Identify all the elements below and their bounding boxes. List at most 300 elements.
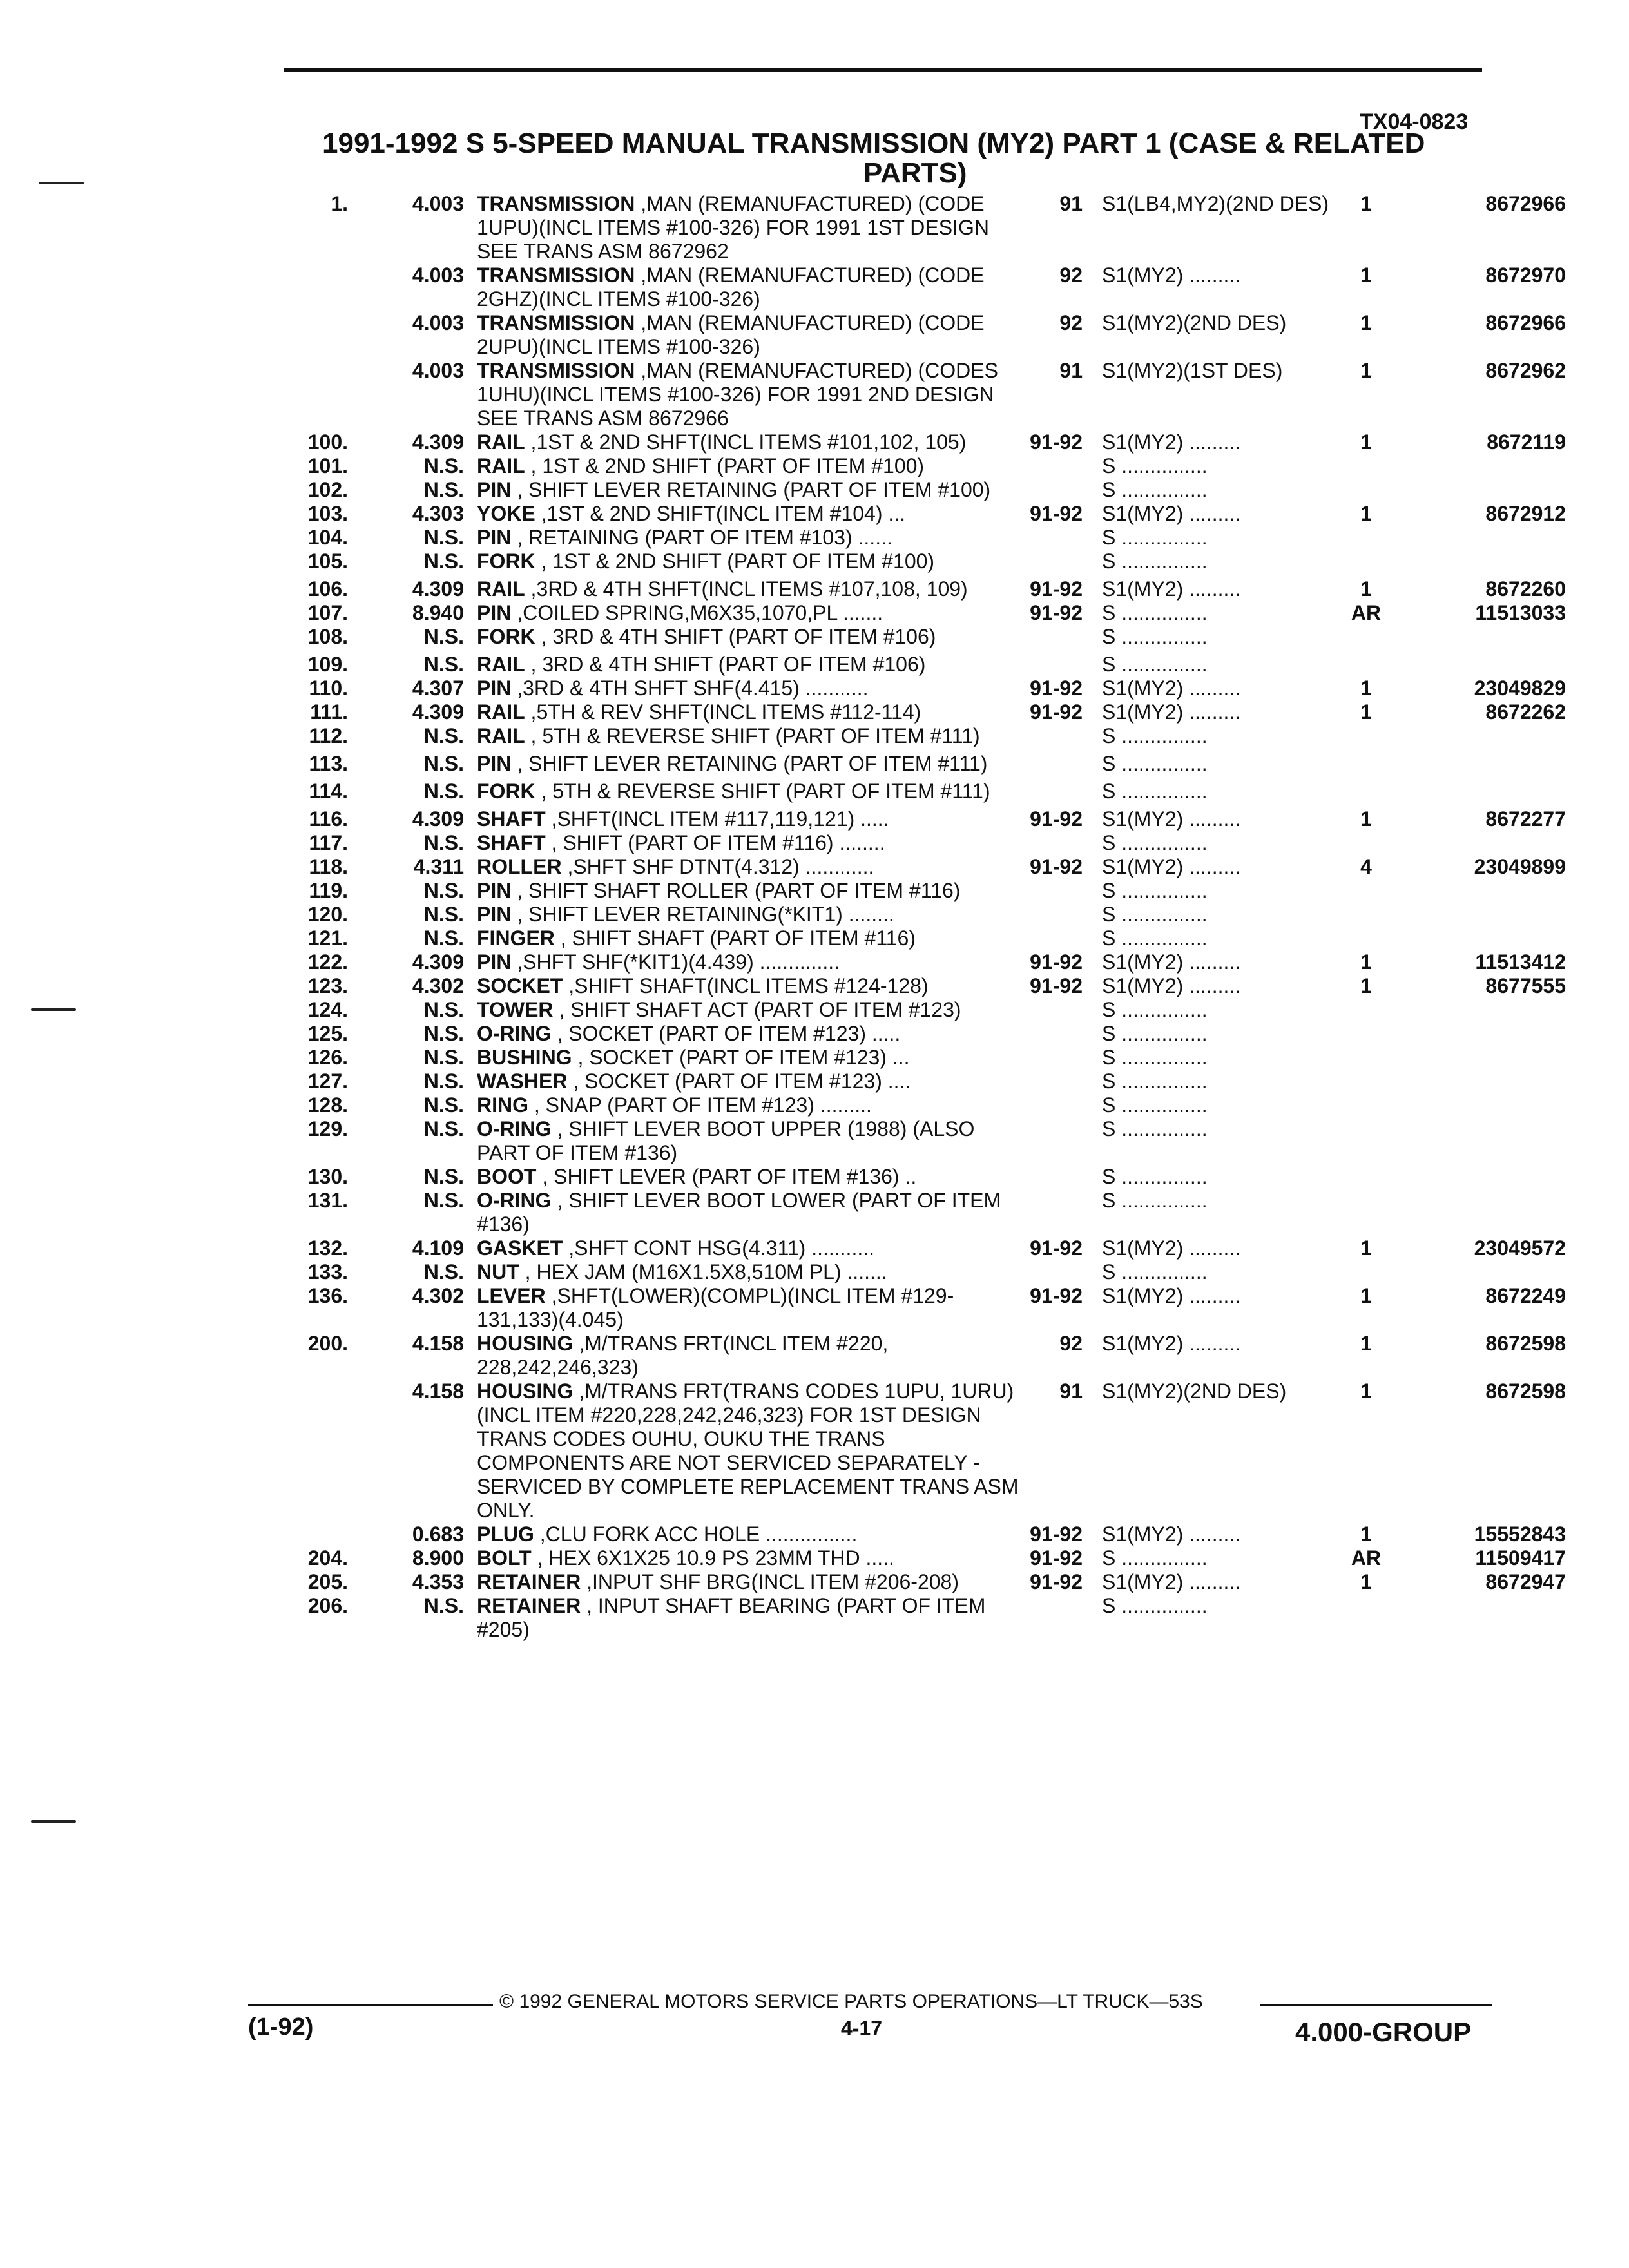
table-row bbox=[0, 478, 1629, 502]
part-name: RAIL bbox=[477, 454, 525, 477]
item-number: 136. bbox=[307, 1284, 348, 1307]
model-code: S ............... bbox=[1102, 1260, 1208, 1283]
model-code: S ............... bbox=[1102, 780, 1208, 803]
item-number: 103. bbox=[307, 502, 348, 525]
model-code: S ............... bbox=[1102, 1022, 1208, 1045]
table-row bbox=[0, 1189, 1629, 1236]
table-row bbox=[0, 430, 1629, 454]
quantity: 1 bbox=[1360, 677, 1372, 700]
part-number: 23049572 bbox=[1474, 1236, 1566, 1260]
model-code: S1(MY2) ......... bbox=[1102, 1570, 1241, 1593]
model-code: S1(MY2) ......... bbox=[1102, 700, 1241, 724]
part-name: SOCKET bbox=[477, 974, 563, 997]
group-number: 4.309 bbox=[412, 807, 464, 831]
part-detail: , SHIFT (PART OF ITEM #116) ........ bbox=[545, 831, 885, 854]
part-name: O-RING bbox=[477, 1117, 552, 1140]
model-code: S1(MY2) ......... bbox=[1102, 577, 1241, 601]
model-code: S1(MY2) ......... bbox=[1102, 502, 1241, 525]
quantity: 1 bbox=[1360, 502, 1372, 525]
part-detail: ,MAN (REMANUFACTURED) (CODE 1UPU)(INCL ITEMS #100-326) FOR 1991 1ST DESIGN SEE TRANS ASM 8672962 bbox=[477, 192, 989, 263]
model-year: 91-92 bbox=[1030, 577, 1083, 601]
part-name: PIN bbox=[477, 601, 512, 624]
part-number: 15552843 bbox=[1474, 1523, 1566, 1546]
part-detail: ,5TH & REV SHFT(INCL ITEMS #112-114) bbox=[525, 700, 921, 724]
model-code: S ............... bbox=[1102, 550, 1208, 573]
part-detail: ,M/TRANS FRT(TRANS CODES 1UPU, 1URU)(INCL ITEM #220,228,242,246,323) FOR 1ST DESIGN TRANS CODES OUHU, OUKU THE TRANS COMPONENTS ARE NOT SERVICED SEPARATELY - SERVICED BY COMPLETE REPLACEMENT TRANS ASM ONLY. bbox=[477, 1379, 1019, 1522]
part-description bbox=[477, 601, 1025, 625]
part-detail: ,SHFT SHF(*KIT1)(4.439) .............. bbox=[511, 950, 840, 974]
model-code: S1(MY2)(2ND DES) bbox=[1102, 311, 1287, 334]
model-code: S ............... bbox=[1102, 724, 1208, 747]
part-description bbox=[477, 950, 1025, 974]
item-number: 132. bbox=[307, 1236, 348, 1260]
item-number: 111. bbox=[310, 700, 348, 724]
model-code: S ............... bbox=[1102, 903, 1208, 926]
part-detail: , SHIFT SHAFT ROLLER (PART OF ITEM #116) bbox=[511, 879, 961, 902]
table-row bbox=[0, 700, 1629, 724]
part-detail: , SHIFT LEVER BOOT UPPER (1988) (ALSO PART OF ITEM #136) bbox=[477, 1117, 975, 1164]
model-code: S ............... bbox=[1102, 601, 1208, 624]
item-number: 131. bbox=[307, 1189, 348, 1212]
part-description bbox=[477, 700, 1025, 724]
table-row bbox=[0, 653, 1629, 677]
part-number: 11509417 bbox=[1475, 1546, 1566, 1570]
model-code: S1(MY2) ......... bbox=[1102, 855, 1241, 878]
model-code: S ............... bbox=[1102, 879, 1208, 902]
group-number: N.S. bbox=[423, 1117, 464, 1140]
model-code: S ............... bbox=[1102, 752, 1208, 775]
table-row bbox=[0, 577, 1629, 601]
part-description bbox=[477, 1093, 1025, 1117]
model-code: S ............... bbox=[1102, 1070, 1208, 1093]
part-name: TRANSMISSION bbox=[477, 311, 635, 334]
group-number: N.S. bbox=[423, 927, 464, 950]
model-code: S ............... bbox=[1102, 653, 1208, 676]
group-number: N.S. bbox=[423, 780, 464, 803]
model-code: S ............... bbox=[1102, 927, 1208, 950]
part-detail: ,3RD & 4TH SHFT SHF(4.415) ........... bbox=[511, 677, 869, 700]
model-code: S ............... bbox=[1102, 625, 1208, 648]
margin-mark bbox=[39, 182, 84, 184]
part-number: 8672912 bbox=[1485, 502, 1566, 525]
table-row bbox=[0, 1022, 1629, 1046]
part-name: FORK bbox=[477, 780, 535, 803]
part-description bbox=[477, 1523, 1025, 1546]
quantity: 1 bbox=[1360, 192, 1372, 215]
table-row bbox=[0, 1093, 1629, 1117]
table-row bbox=[0, 1594, 1629, 1642]
model-year: 91-92 bbox=[1030, 1570, 1083, 1593]
group-number: N.S. bbox=[423, 1260, 464, 1283]
item-number: 127. bbox=[307, 1070, 348, 1093]
quantity: 1 bbox=[1360, 1379, 1372, 1403]
quantity: 1 bbox=[1360, 1570, 1372, 1593]
table-row bbox=[0, 1546, 1629, 1570]
item-number: 100. bbox=[307, 430, 348, 454]
table-row bbox=[0, 311, 1629, 359]
table-row bbox=[0, 359, 1629, 430]
quantity: 1 bbox=[1360, 1523, 1372, 1546]
group-number: N.S. bbox=[423, 653, 464, 676]
table-row bbox=[0, 879, 1629, 903]
part-description bbox=[477, 264, 1025, 311]
group-number: N.S. bbox=[423, 1022, 464, 1045]
model-code: S1(MY2)(2ND DES) bbox=[1102, 1379, 1287, 1403]
part-name: RAIL bbox=[477, 577, 525, 601]
table-row bbox=[0, 974, 1629, 998]
table-row bbox=[0, 550, 1629, 573]
part-detail: , HEX JAM (M16X1.5X8,510M PL) ....... bbox=[519, 1260, 887, 1283]
part-name: RING bbox=[477, 1093, 528, 1117]
item-number: 101. bbox=[307, 454, 348, 477]
part-number: 8672947 bbox=[1485, 1570, 1566, 1593]
model-year: 91-92 bbox=[1030, 950, 1083, 974]
part-detail: , SOCKET (PART OF ITEM #123) ..... bbox=[551, 1022, 901, 1045]
part-number: 8672966 bbox=[1485, 311, 1566, 334]
part-number: 8672962 bbox=[1485, 359, 1566, 382]
part-description bbox=[477, 430, 1025, 454]
table-row bbox=[0, 1523, 1629, 1546]
group-number: N.S. bbox=[423, 1046, 464, 1069]
group-number: 4.353 bbox=[412, 1570, 464, 1593]
part-detail: , SHIFT LEVER RETAINING(*KIT1) ........ bbox=[511, 903, 894, 926]
part-name: TOWER bbox=[477, 998, 554, 1021]
group-number: N.S. bbox=[423, 478, 464, 501]
model-year: 91-92 bbox=[1030, 807, 1083, 831]
part-number: 11513412 bbox=[1475, 950, 1566, 974]
group-number: 4.302 bbox=[412, 974, 464, 997]
group-number: N.S. bbox=[423, 1093, 464, 1117]
part-name: BUSHING bbox=[477, 1046, 572, 1069]
item-number: 200. bbox=[307, 1332, 348, 1355]
quantity: AR bbox=[1351, 601, 1382, 624]
model-code: S ............... bbox=[1102, 1165, 1208, 1188]
table-row bbox=[0, 903, 1629, 927]
part-description bbox=[477, 502, 1025, 526]
part-detail: ,SHFT SHF DTNT(4.312) ............ bbox=[561, 855, 874, 878]
part-name: RETAINER bbox=[477, 1570, 581, 1593]
group-number: 4.307 bbox=[412, 677, 464, 700]
model-code: S1(MY2) ......... bbox=[1102, 1523, 1241, 1546]
group-number: 4.309 bbox=[412, 430, 464, 454]
group-number: 4.003 bbox=[412, 264, 464, 287]
item-number: 109. bbox=[307, 653, 348, 676]
group-number: 4.303 bbox=[412, 502, 464, 525]
table-row bbox=[0, 752, 1629, 776]
model-year: 91-92 bbox=[1030, 700, 1083, 724]
model-code: S1(MY2) ......... bbox=[1102, 1236, 1241, 1260]
document-code: TX04-0823 bbox=[1360, 110, 1469, 134]
quantity: 4 bbox=[1360, 855, 1372, 878]
table-row bbox=[0, 927, 1629, 950]
model-year: 91-92 bbox=[1030, 601, 1083, 624]
model-year: 91-92 bbox=[1030, 1284, 1083, 1307]
part-name: HOUSING bbox=[477, 1379, 574, 1403]
model-code: S ............... bbox=[1102, 1594, 1208, 1617]
model-code: S ............... bbox=[1102, 1117, 1208, 1140]
model-code: S1(LB4,MY2)(2ND DES) bbox=[1102, 192, 1329, 215]
model-code: S ............... bbox=[1102, 1046, 1208, 1069]
part-name: O-RING bbox=[477, 1022, 552, 1045]
part-name: BOOT bbox=[477, 1165, 537, 1188]
table-row bbox=[0, 1070, 1629, 1093]
part-name: YOKE bbox=[477, 502, 535, 525]
item-number: 110. bbox=[309, 677, 348, 700]
part-name: BOLT bbox=[477, 1546, 532, 1570]
part-name: O-RING bbox=[477, 1189, 552, 1212]
part-detail: , 1ST & 2ND SHIFT (PART OF ITEM #100) bbox=[525, 454, 925, 477]
item-number: 118. bbox=[309, 855, 348, 878]
part-name: TRANSMISSION bbox=[477, 192, 635, 215]
model-year: 91-92 bbox=[1030, 430, 1083, 454]
group-number: 4.311 bbox=[413, 855, 464, 878]
model-year: 91 bbox=[1059, 192, 1083, 215]
part-description bbox=[477, 454, 1025, 478]
group-number: 4.109 bbox=[412, 1236, 464, 1260]
part-detail: , SHIFT SHAFT (PART OF ITEM #116) bbox=[554, 927, 916, 950]
title-line-1: 1991-1992 S 5-SPEED MANUAL TRANSMISSION (MY2) PART 1 (CASE & RELATED bbox=[322, 128, 1425, 159]
group-number: 4.003 bbox=[412, 359, 464, 382]
quantity: 1 bbox=[1360, 264, 1372, 287]
item-number: 130. bbox=[307, 1165, 348, 1188]
part-number: 8672260 bbox=[1485, 577, 1566, 601]
model-code: S ............... bbox=[1102, 1546, 1208, 1570]
group-number: N.S. bbox=[423, 903, 464, 926]
part-name: WASHER bbox=[477, 1070, 568, 1093]
part-name: RETAINER bbox=[477, 1594, 581, 1617]
part-detail: ,M/TRANS FRT(INCL ITEM #220, 228,242,246,323) bbox=[477, 1332, 889, 1379]
item-number: 126. bbox=[307, 1046, 348, 1069]
part-description bbox=[477, 855, 1025, 879]
part-name: PIN bbox=[477, 950, 512, 974]
part-description bbox=[477, 677, 1025, 700]
group-number: 4.302 bbox=[412, 1284, 464, 1307]
part-name: NUT bbox=[477, 1260, 519, 1283]
part-description bbox=[477, 1022, 1025, 1046]
model-code: S1(MY2) ......... bbox=[1102, 974, 1241, 997]
model-year: 91 bbox=[1059, 359, 1083, 382]
part-name: PLUG bbox=[477, 1523, 534, 1546]
part-name: SHAFT bbox=[477, 831, 546, 854]
quantity: AR bbox=[1351, 1546, 1382, 1570]
part-number: 23049829 bbox=[1474, 677, 1566, 700]
model-code: S ............... bbox=[1102, 454, 1208, 477]
part-detail: ,MAN (REMANUFACTURED) (CODES 1UHU)(INCL ITEMS #100-326) FOR 1991 2ND DESIGN SEE TRANS ASM 8672966 bbox=[477, 359, 998, 430]
part-detail: , SHIFT LEVER RETAINING (PART OF ITEM #111) bbox=[511, 752, 988, 775]
model-year: 91-92 bbox=[1030, 1546, 1083, 1570]
part-description bbox=[477, 1117, 1025, 1165]
part-name: FINGER bbox=[477, 927, 555, 950]
item-number: 114. bbox=[309, 780, 348, 803]
part-detail: , SOCKET (PART OF ITEM #123) .... bbox=[567, 1070, 911, 1093]
part-name: PIN bbox=[477, 752, 512, 775]
part-detail: , SOCKET (PART OF ITEM #123) ... bbox=[572, 1046, 910, 1069]
part-description bbox=[477, 1379, 1025, 1523]
item-number: 113. bbox=[309, 752, 348, 775]
part-name: PIN bbox=[477, 879, 512, 902]
quantity: 1 bbox=[1360, 311, 1372, 334]
part-detail: ,SHFT(LOWER)(COMPL)(INCL ITEM #129-131,133)(4.045) bbox=[477, 1284, 954, 1331]
table-row bbox=[0, 855, 1629, 879]
group-number: N.S. bbox=[423, 752, 464, 775]
part-detail: , RETAINING (PART OF ITEM #103) ...... bbox=[511, 526, 892, 549]
table-row bbox=[0, 192, 1629, 264]
part-detail: ,SHIFT SHAFT(INCL ITEMS #124-128) bbox=[563, 974, 929, 997]
item-number: 122. bbox=[307, 950, 348, 974]
part-description bbox=[477, 1070, 1025, 1093]
part-detail: , 1ST & 2ND SHIFT (PART OF ITEM #100) bbox=[535, 550, 935, 573]
part-description bbox=[477, 807, 1025, 831]
quantity: 1 bbox=[1360, 950, 1372, 974]
model-code: S1(MY2)(1ST DES) bbox=[1102, 359, 1283, 382]
part-name: LEVER bbox=[477, 1284, 546, 1307]
model-code: S1(MY2) ......... bbox=[1102, 677, 1241, 700]
part-number: 8672249 bbox=[1485, 1284, 1566, 1307]
part-number: 8672970 bbox=[1485, 264, 1566, 287]
part-description bbox=[477, 879, 1025, 903]
part-description bbox=[477, 653, 1025, 677]
group-number: 4.309 bbox=[412, 950, 464, 974]
part-description bbox=[477, 625, 1025, 649]
part-detail: , SHIFT LEVER BOOT LOWER (PART OF ITEM #136) bbox=[477, 1189, 1001, 1236]
model-code: S ............... bbox=[1102, 1093, 1208, 1117]
group-number: 4.158 bbox=[412, 1332, 464, 1355]
group-number: 4.309 bbox=[412, 577, 464, 601]
quantity: 1 bbox=[1360, 430, 1372, 454]
page-number: 4-17 bbox=[841, 2017, 883, 2040]
part-detail: , SNAP (PART OF ITEM #123) ......... bbox=[528, 1093, 872, 1117]
model-year: 92 bbox=[1059, 1332, 1083, 1355]
part-name: RAIL bbox=[477, 700, 525, 724]
part-description bbox=[477, 1165, 1025, 1189]
model-code: S1(MY2) ......... bbox=[1102, 950, 1241, 974]
part-number: 11513033 bbox=[1475, 601, 1566, 624]
item-number: 121. bbox=[307, 927, 348, 950]
table-row bbox=[0, 1046, 1629, 1070]
part-description bbox=[477, 1189, 1025, 1236]
part-description bbox=[477, 1046, 1025, 1070]
part-description bbox=[477, 526, 1025, 550]
part-number: 8677555 bbox=[1485, 974, 1566, 997]
part-name: ROLLER bbox=[477, 855, 562, 878]
model-year: 91 bbox=[1059, 1379, 1083, 1403]
part-name: RAIL bbox=[477, 724, 525, 747]
group-number: 8.940 bbox=[412, 601, 464, 624]
part-detail: , HEX 6X1X25 10.9 PS 23MM THD ..... bbox=[531, 1546, 894, 1570]
part-name: HOUSING bbox=[477, 1332, 574, 1355]
group-number: N.S. bbox=[423, 831, 464, 854]
table-row bbox=[0, 724, 1629, 748]
quantity: 1 bbox=[1360, 1236, 1372, 1260]
model-year: 91-92 bbox=[1030, 855, 1083, 878]
part-description bbox=[477, 311, 1025, 359]
item-number: 120. bbox=[307, 903, 348, 926]
item-number: 125. bbox=[307, 1022, 348, 1045]
part-name: TRANSMISSION bbox=[477, 359, 635, 382]
part-name: TRANSMISSION bbox=[477, 264, 635, 287]
footer-copyright: © 1992 GENERAL MOTORS SERVICE PARTS OPERATIONS—LT TRUCK—53S bbox=[499, 1991, 1203, 2012]
part-detail: ,MAN (REMANUFACTURED) (CODE 2UPU)(INCL ITEMS #100-326) bbox=[477, 311, 985, 358]
item-number: 117. bbox=[309, 831, 348, 854]
table-row bbox=[0, 950, 1629, 974]
part-description bbox=[477, 927, 1025, 950]
quantity: 1 bbox=[1360, 359, 1372, 382]
item-number: 112. bbox=[309, 724, 348, 747]
footer-date: (1-92) bbox=[248, 2013, 314, 2041]
part-description bbox=[477, 974, 1025, 998]
part-name: PIN bbox=[477, 677, 512, 700]
part-description bbox=[477, 724, 1025, 748]
part-detail: ,1ST & 2ND SHFT(INCL ITEMS #101,102, 105) bbox=[525, 430, 967, 454]
model-code: S1(MY2) ......... bbox=[1102, 1284, 1241, 1307]
quantity: 1 bbox=[1360, 974, 1372, 997]
model-code: S ............... bbox=[1102, 998, 1208, 1021]
part-number: 8672119 bbox=[1487, 430, 1566, 454]
item-number: 204. bbox=[307, 1546, 348, 1570]
part-detail: ,SHFT CONT HSG(4.311) ........... bbox=[563, 1236, 874, 1260]
table-row bbox=[0, 454, 1629, 478]
part-description bbox=[477, 1236, 1025, 1260]
group-number: 0.683 bbox=[412, 1523, 464, 1546]
part-name: PIN bbox=[477, 903, 512, 926]
group-number: 4.158 bbox=[412, 1379, 464, 1403]
part-detail: ,SHFT(INCL ITEM #117,119,121) ..... bbox=[545, 807, 889, 831]
model-year: 91-92 bbox=[1030, 1236, 1083, 1260]
item-number: 102. bbox=[307, 478, 348, 501]
part-number: 8672598 bbox=[1485, 1379, 1566, 1403]
group-number: N.S. bbox=[423, 526, 464, 549]
item-number: 206. bbox=[307, 1594, 348, 1617]
quantity: 1 bbox=[1360, 577, 1372, 601]
part-detail: , 5TH & REVERSE SHIFT (PART OF ITEM #111) bbox=[525, 724, 980, 747]
model-code: S1(MY2) ......... bbox=[1102, 264, 1241, 287]
footer-rule-left bbox=[248, 2004, 493, 2006]
model-code: S ............... bbox=[1102, 526, 1208, 549]
item-number: 129. bbox=[307, 1117, 348, 1140]
model-code: S ............... bbox=[1102, 478, 1208, 501]
item-number: 1. bbox=[331, 192, 348, 215]
item-number: 124. bbox=[307, 998, 348, 1021]
part-name: RAIL bbox=[477, 430, 525, 454]
model-year: 91-92 bbox=[1030, 677, 1083, 700]
part-description bbox=[477, 1570, 1025, 1594]
table-row bbox=[0, 1284, 1629, 1332]
table-row bbox=[0, 807, 1629, 831]
item-number: 133. bbox=[307, 1260, 348, 1283]
table-row bbox=[0, 1165, 1629, 1189]
group-number: 8.900 bbox=[412, 1546, 464, 1570]
part-name: SHAFT bbox=[477, 807, 546, 831]
table-row bbox=[0, 780, 1629, 803]
margin-mark bbox=[31, 1820, 76, 1823]
group-number: 4.003 bbox=[412, 192, 464, 215]
group-number: N.S. bbox=[423, 1594, 464, 1617]
part-detail: ,3RD & 4TH SHFT(INCL ITEMS #107,108, 109) bbox=[525, 577, 968, 601]
part-name: FORK bbox=[477, 625, 535, 648]
group-number: N.S. bbox=[423, 879, 464, 902]
part-description bbox=[477, 831, 1025, 855]
part-name: GASKET bbox=[477, 1236, 563, 1260]
group-number: N.S. bbox=[423, 724, 464, 747]
footer-rule-right bbox=[1260, 2004, 1492, 2006]
table-row bbox=[0, 264, 1629, 311]
part-description bbox=[477, 998, 1025, 1022]
table-row bbox=[0, 1260, 1629, 1284]
table-row bbox=[0, 1570, 1629, 1594]
part-description bbox=[477, 780, 1025, 803]
item-number: 105. bbox=[307, 550, 348, 573]
part-name: FORK bbox=[477, 550, 535, 573]
